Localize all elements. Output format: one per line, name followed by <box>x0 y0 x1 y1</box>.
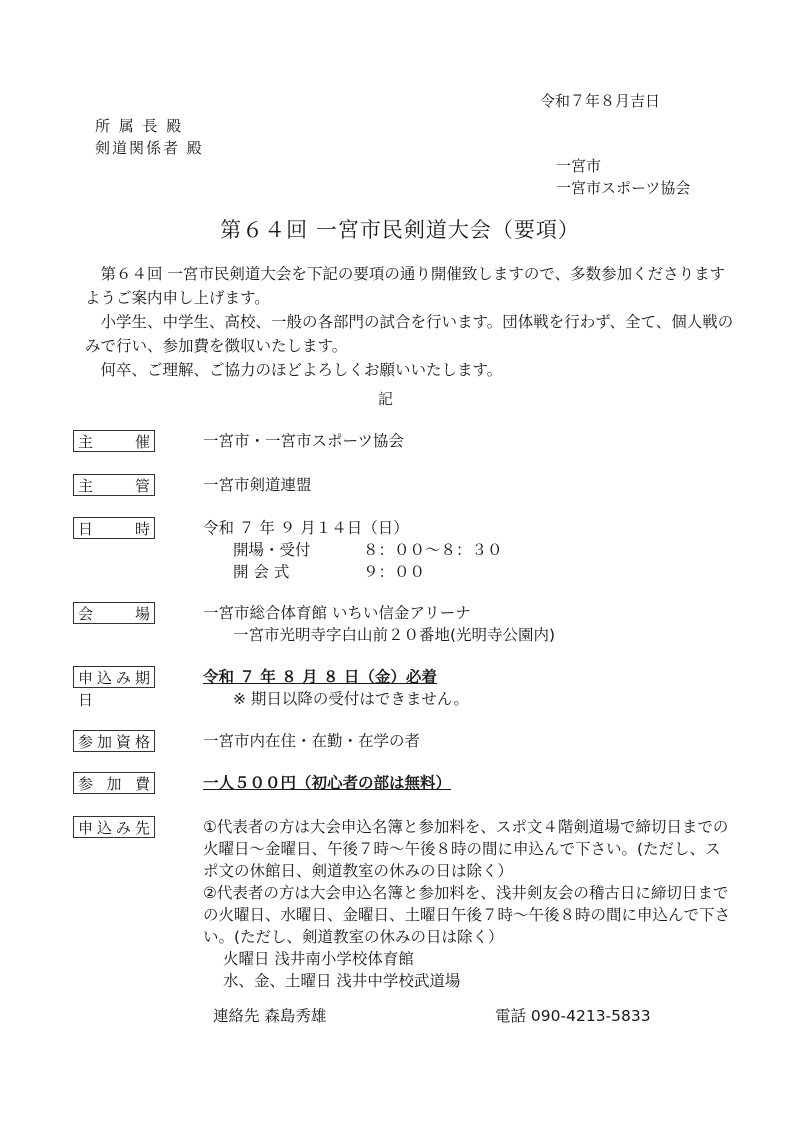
contact-person: 連絡先 森島秀雄 <box>213 1007 327 1025</box>
label-venue: 会場 <box>73 602 155 624</box>
label-manager: 主管 <box>73 474 155 496</box>
manager-value: 一宮市剣道連盟 <box>203 476 312 494</box>
open-label: 開場・受付 <box>233 541 311 559</box>
intro-paragraph: 小学生、中学生、高校、一般の各部門の試合を行います。団体戦を行わず、全て、個人戦のみで行い、参加費を徴収いたします。 <box>85 313 734 355</box>
ceremony-row <box>203 561 503 583</box>
contact-phone: 電話 090-4213-5833 <box>495 1007 651 1025</box>
label-deadline: 申込み期日 <box>73 666 155 688</box>
apply-item-1: ①代表者の方は大会申込名簿と参加料を、スポ文４階剣道場で締切日までの火曜日～金曜日、午後７時～午後８時の間に申込んで下さい。(ただし、スポ文の休館日、剣道教室の休みの日は除く） <box>203 818 729 880</box>
sender-2: 一宮市スポーツ協会 <box>556 179 691 197</box>
venue-address: 一宮市光明寺字白山前２０番地(光明寺公園内) <box>233 626 556 644</box>
ceremony-time: ９：００ <box>363 563 426 581</box>
sender-1: 一宮市 <box>556 157 602 175</box>
fee-value: 一人５００円（初心者の部は無料） <box>203 774 452 792</box>
addressee-1: 所 属 長 殿 <box>95 117 184 135</box>
ceremony-label: 開 会 式 <box>233 563 290 581</box>
event-date: 令和 ７ 年 ９ 月１４日（日） <box>203 519 409 537</box>
intro-paragraph: 何卒、ご理解、ご協力のほどよろしくお願いいたします。 <box>100 361 503 379</box>
label-datetime: 日時 <box>73 517 155 539</box>
label-eligibility: 参加資格 <box>73 730 155 752</box>
apply-to-value <box>203 816 733 992</box>
apply-place-1: 火曜日 浅井南小学校体育館 <box>223 950 414 968</box>
label-organizer: 主催 <box>73 430 155 452</box>
document-title: 第６４回 一宮市民剣道大会（要項） <box>220 218 580 242</box>
document-date: 令和７年８月吉日 <box>540 92 661 110</box>
eligibility-value: 一宮市内在住・在勤・在学の者 <box>203 732 421 750</box>
datetime-value <box>203 517 503 583</box>
open-row <box>203 539 503 561</box>
ki-heading: 記 <box>378 390 394 408</box>
deadline-note: ※ 期日以降の受付はできません。 <box>233 690 469 708</box>
open-time: ８：００～８：３０ <box>363 541 503 559</box>
label-fee: 参加費 <box>73 772 155 794</box>
deadline-date: 令和 ７ 年 ８ 月 ８ 日（金）必着 <box>203 668 437 686</box>
intro-paragraph: 第６４回 一宮市民剣道大会を下記の要項の通り開催致しますので、多数参加くださりますようご案内申し上げます。 <box>85 265 726 307</box>
organizer-value: 一宮市・一宮市スポーツ協会 <box>203 432 404 450</box>
venue-value <box>203 602 555 646</box>
venue-name: 一宮市総合体育館 いちい信金アリーナ <box>203 604 471 622</box>
apply-place-2: 水、金、土曜日 浅井中学校武道場 <box>223 972 461 990</box>
intro-text <box>85 262 735 382</box>
apply-item-2: ②代表者の方は大会申込名簿と参加料を、浅井剣友会の稽古日に締切日までの火曜日、水曜日、金曜日、土曜日午後７時～午後８時の間に申込んで下さい。(ただし、剣道教室の休みの日は除く） <box>203 884 731 946</box>
deadline-value <box>203 666 469 710</box>
label-apply-to: 申込み先 <box>73 816 155 838</box>
addressee-2: 剣道関係者 殿 <box>95 139 204 157</box>
